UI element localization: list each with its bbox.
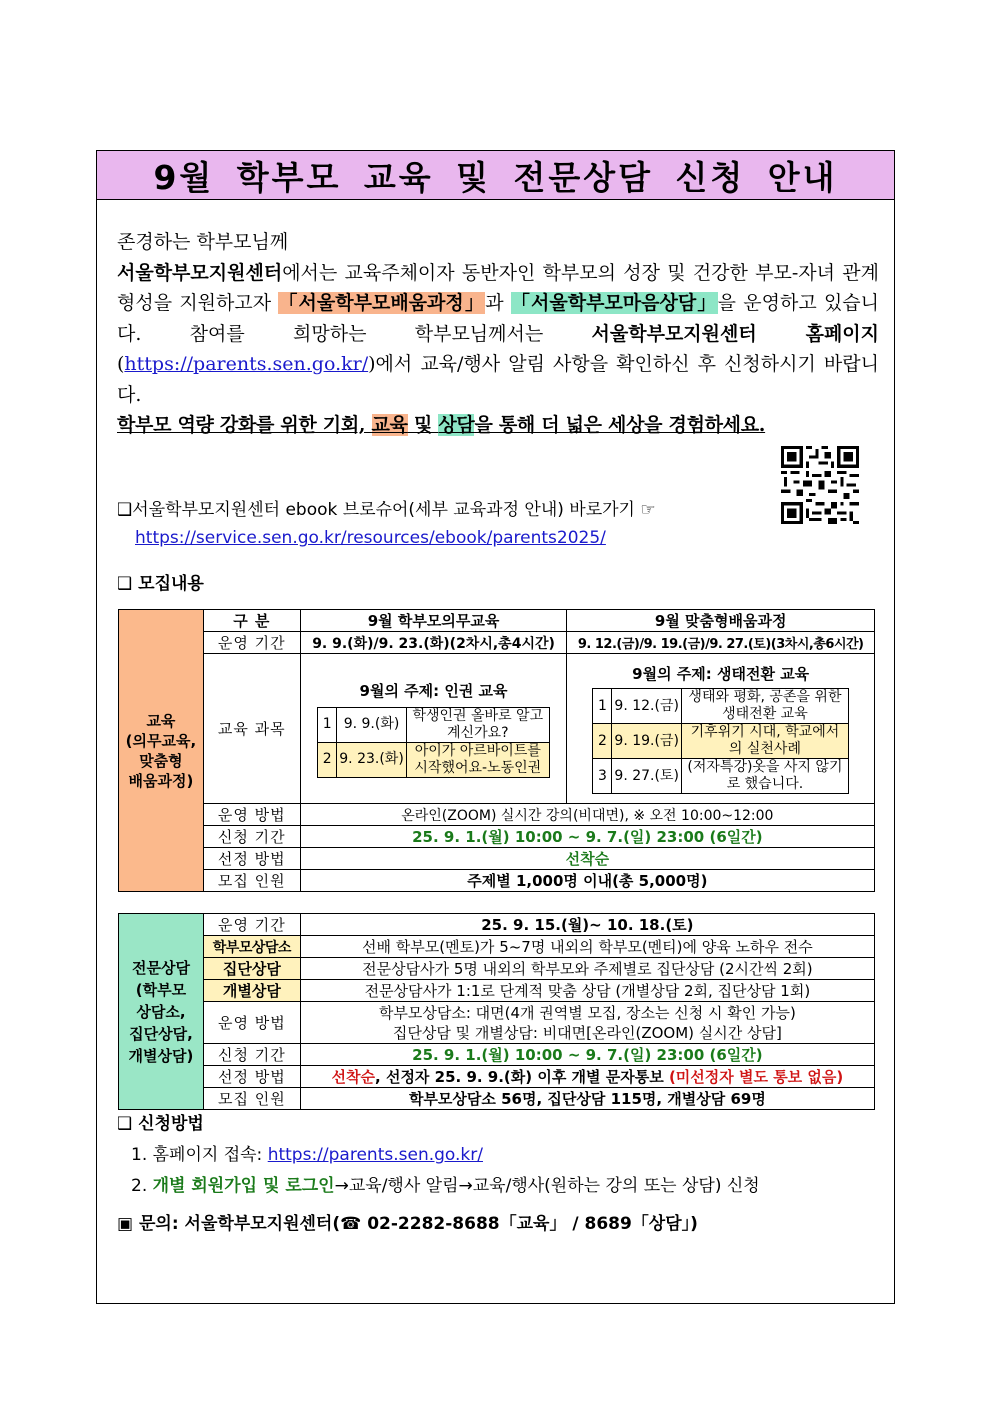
counsel-side-label-text: 전문상담 (학부모 상담소, 집단상담, 개별상담) [128,958,194,1065]
slogan-text-c: 을 통해 더 넓은 세상을 경험하세요. [474,414,766,436]
program-learning: 「서울학부모배움과정」 [278,292,486,314]
counsel-row-method: 운영 방법 [203,1002,300,1044]
theme-ecology: 9월의 주제: 생태전환 교육 [632,665,810,683]
apply-step-1 [117,1140,760,1171]
counsel-method-online: 집단상담 및 개별상담: 비대면[온라인(ZOOM) 실시간 상담] [392,1023,782,1042]
education-table [118,609,875,892]
edu-row-select: 선정 방법 [203,848,300,870]
page-title: 9월 학부모 교육 및 전문상담 신청 안내 [97,151,894,200]
counsel-method-office: 학부모상담소: 대면(4개 권역별 모집, 장소는 신청 시 확인 가능) [378,1003,796,1022]
counsel-group: 전문상담사가 5명 내외의 학부모와 주제별로 집단상담 (2시간씩 2회) [300,958,874,980]
apply-step-2-path: →교육/행사 알림→교육/행사(원하는 강의 또는 상담) 신청 [334,1176,760,1196]
apply-step-2 [117,1171,760,1202]
intro-text-d: 에서 교육/행사 알림 사항을 확인하신 후 신청하시기 바랍니다. [117,353,879,406]
counsel-row-individual: 개별상담 [203,980,300,1002]
course-row [318,742,550,777]
intro-text-c: 을 운영하고 있습니다. 참여를 희망하는 학부모님께서는 [117,292,879,345]
course-number: 2 [593,724,612,759]
apply-step-2-num: 2. [131,1176,153,1196]
apply-step-2-login: 개별 회원가입 및 로그인 [152,1176,335,1196]
course-date: 9. 23.(화) [337,742,407,777]
edu-method: 온라인(ZOOM) 실시간 강의(비대면), ※ 오전 10:00~12:00 [300,804,874,826]
counsel-side-label [119,914,204,1110]
apply-homepage-link[interactable]: https://parents.sen.go.kr/ [267,1145,483,1165]
recruit-heading: ❑ 모집내용 [117,574,204,594]
counsel-period: 25. 9. 15.(월)~ 10. 18.(토) [300,914,874,936]
edu-side-label [119,610,204,892]
intro-paragraph: 서울학부모지원센터에서는 교육주체이자 동반자인 학부모의 성장 및 건강한 부모-자녀 관계 형성을 지원하고자 「서울학부모배움과정」과 「서울학부모마음상담」을 운영하고 있습니다. 참여를 희망하는 학부모님께서는 서울학부모지원센터 홈페이지(https://parents.sen.go.kr/)에서 교육/행사 알림 사항을 확인하신 후 신청하시기 바랍니다. [117,261,880,406]
counsel-select-notify: , 선정자 25. 9. 9.(화) 이후 개별 문자통보 [375,1068,669,1086]
course-row [593,759,849,794]
counsel-select-note: (미선정자 별도 통보 없음) [668,1068,844,1086]
course-row [318,707,550,742]
slogan [117,410,879,441]
edu-select: 선착순 [300,848,874,870]
edu-row-apply: 신청 기간 [203,826,300,848]
counsel-row-group: 집단상담 [203,958,300,980]
edu-apply-period: 25. 9. 1.(월) 10:00 ~ 9. 7.(일) 23:00 (6일간) [300,826,874,848]
intro-text-b: 과 [485,292,511,314]
courses-custom-table [592,688,849,794]
counsel-method [300,1002,874,1044]
counsel-office: 선배 학부모(멘토)가 5~7명 내외의 학부모(멘티)에 양육 노하우 전수 [300,936,874,958]
course-number: 1 [593,689,612,724]
course-number: 3 [593,759,612,794]
apply-step-1-text: 1. 홈페이지 접속: [131,1145,268,1165]
edu-period-custom: 9. 12.(금)/9. 19.(금)/9. 27.(토)(3차시,총6시간) [567,632,875,654]
apply-method-section [117,1109,760,1202]
course-row [593,724,849,759]
course-topic: (저자특강)옷을 사지 않기로 했습니다. [681,759,848,794]
counsel-row-select: 선정 방법 [203,1066,300,1088]
greeting: 존경하는 학부모님께 [117,231,289,253]
counsel-row-office: 학부모상담소 [203,936,300,958]
course-topic: 학생인권 올바로 알고 계신가요? [406,707,549,742]
contact-info: ▣ 문의: 서울학부모지원센터(☎ 02-2282-8688「교육」 / 8689「상담」) [117,1214,698,1234]
counsel-row-quota: 모집 인원 [203,1088,300,1110]
course-number: 1 [318,707,337,742]
edu-quota: 주제별 1,000명 이내(총 5,000명) [300,870,874,892]
edu-side-label-text: 교육 (의무교육, 맞춤형 배움과정) [125,711,197,790]
counsel-quota: 학부모상담소 56명, 집단상담 115명, 개별상담 69명 [300,1088,874,1110]
edu-courses-custom [567,654,875,804]
counsel-select-first: 선착순 [331,1068,376,1086]
edu-col-mandatory: 9월 학부모의무교육 [300,610,567,632]
ebook-link[interactable]: https://service.sen.go.kr/resources/ebook/parents2025/ [135,528,606,548]
qr-code-icon[interactable] [781,446,859,524]
ebook-label: ❑서울학부모지원센터 ebook 브로슈어(세부 교육과정 안내) 바로가기 ☞ [117,500,656,520]
edu-courses-mandatory [300,654,567,804]
edu-row-course: 교육 과목 [203,654,300,804]
edu-row-category: 구 분 [203,610,300,632]
edu-row-period: 운영 기간 [203,632,300,654]
course-date: 9. 9.(화) [337,707,407,742]
course-date: 9. 27.(토) [612,759,682,794]
center-name: 서울학부모지원센터 [117,261,283,284]
counsel-apply-period: 25. 9. 1.(월) 10:00 ~ 9. 7.(일) 23:00 (6일간) [300,1044,874,1066]
counsel-select [300,1066,874,1088]
intro-text-a: 에서는 교육주체이자 동반자인 학부모의 성장 및 건강한 부모-자녀 관계 형성을 지원하고자 [117,261,879,314]
counsel-individual: 전문상담사가 1:1로 단계적 맞춤 상담 (개별상담 2회, 집단상담 1회) [300,980,874,1002]
course-topic: 기후위기 시대, 학교에서의 실천사례 [681,724,848,759]
ebook-section [117,496,656,552]
edu-row-method: 운영 방법 [203,804,300,826]
program-counseling: 「서울학부모마음상담」 [510,292,718,314]
course-topic: 아이가 아르바이트를 시작했어요-노동인권 [406,742,549,777]
course-date: 9. 12.(금) [612,689,682,724]
slogan-counsel: 상담 [438,414,475,436]
homepage-link[interactable]: https://parents.sen.go.kr/ [124,353,369,375]
course-topic: 생태와 평화, 공존을 위한 생태전환 교육 [681,689,848,724]
edu-row-quota: 모집 인원 [203,870,300,892]
slogan-text-a: 학부모 역량 강화를 위한 기회, [117,414,372,436]
edu-col-custom: 9월 맞춤형배움과정 [567,610,875,632]
counsel-row-apply: 신청 기간 [203,1044,300,1066]
homepage-label: 서울학부모지원센터 홈페이지 [591,322,880,345]
course-date: 9. 19.(금) [612,724,682,759]
course-number: 2 [318,742,337,777]
theme-human-rights: 9월의 주제: 인권 교육 [359,681,508,700]
courses-mandatory-table [317,707,550,778]
slogan-edu: 교육 [371,414,408,436]
slogan-text-b: 및 [407,414,439,436]
counsel-row-period: 운영 기간 [203,914,300,936]
counsel-table [118,913,875,1110]
document-frame [96,150,895,1304]
intro-section [117,227,879,441]
edu-period-mandatory: 9. 9.(화)/9. 23.(화)(2차시,총4시간) [300,632,567,654]
apply-method-heading: ❑ 신청방법 [117,1114,204,1134]
course-row [593,689,849,724]
